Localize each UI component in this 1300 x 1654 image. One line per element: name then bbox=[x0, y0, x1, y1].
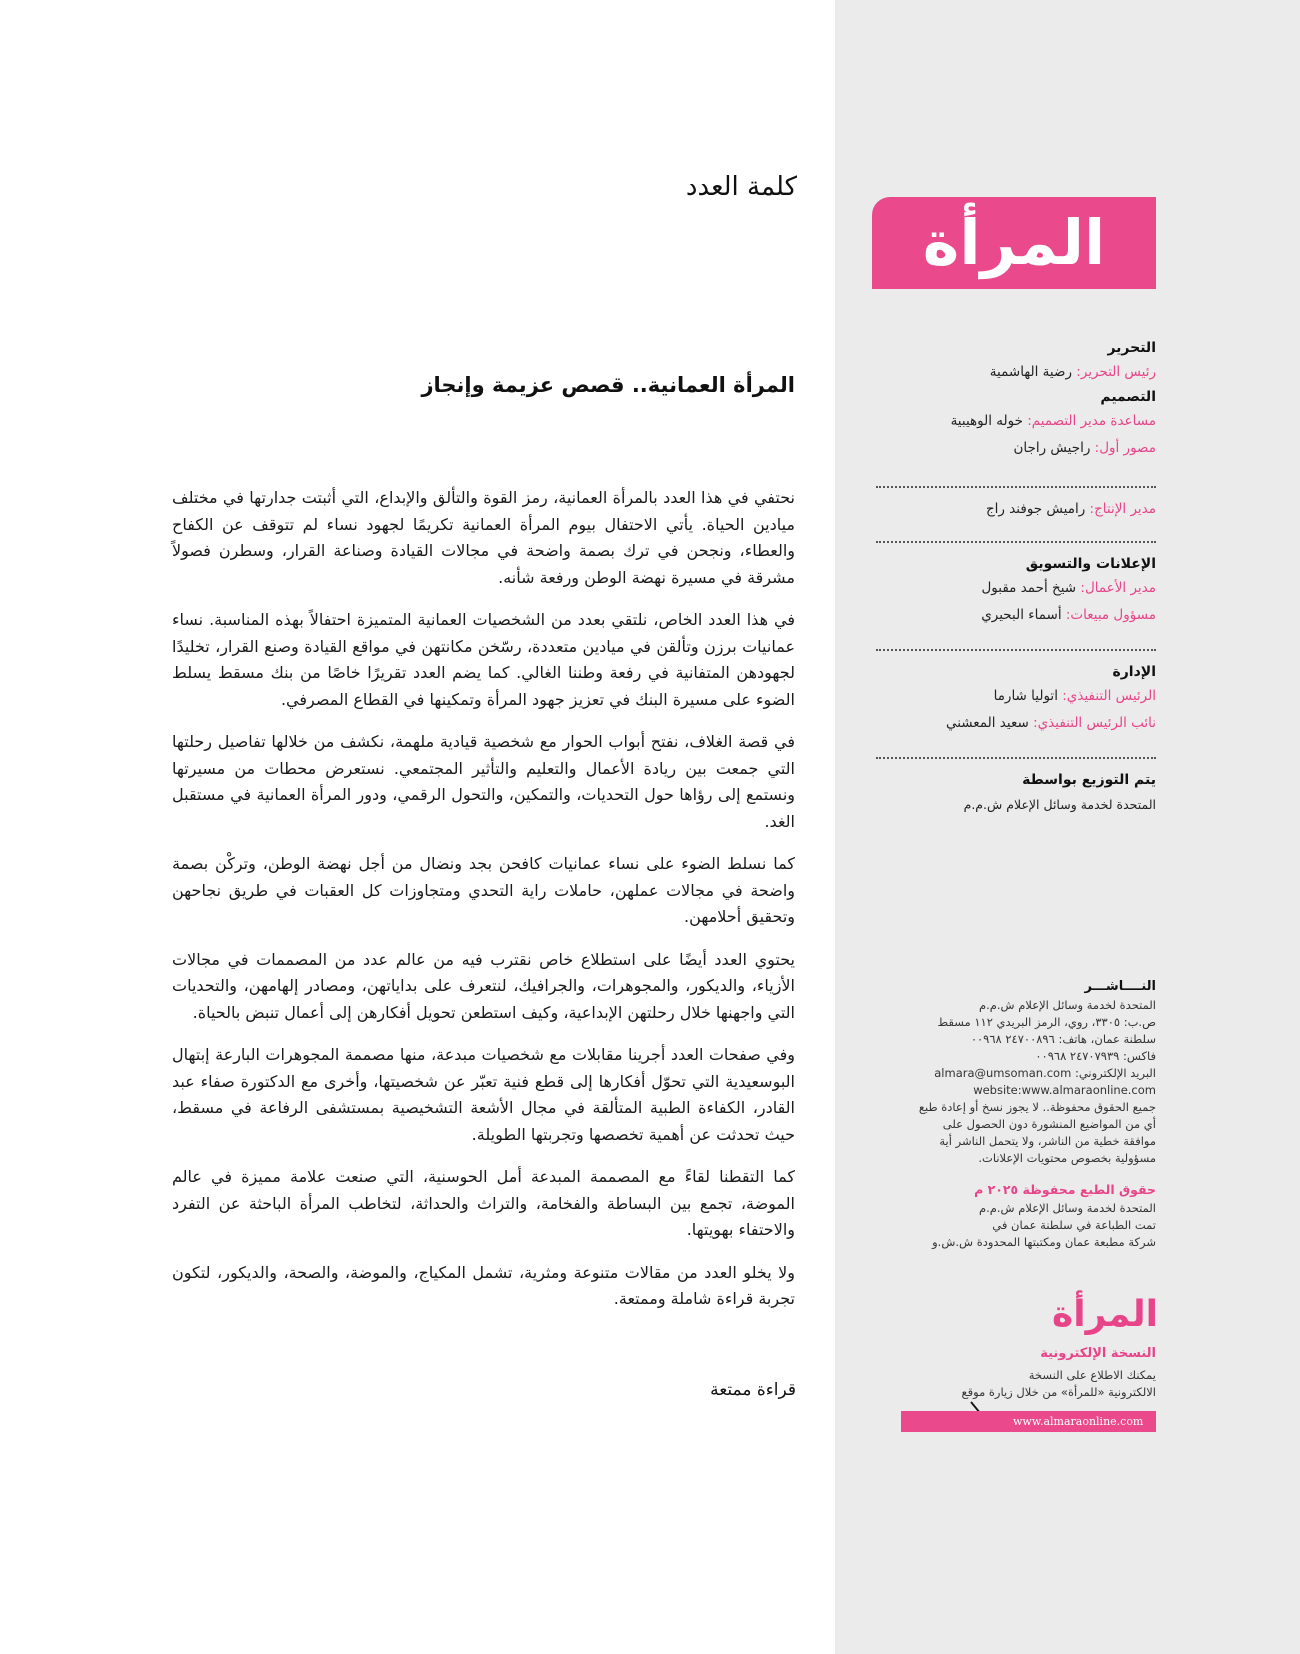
deputy-name: سعيد المعشني bbox=[945, 715, 1034, 731]
copyright-heading: حقوق الطبع محفوظة ٢٠٢٥ م bbox=[974, 1182, 1156, 1197]
business-name: شيخ أحمد مقبول bbox=[981, 580, 1081, 596]
publisher-line: ص.ب: ٣٣٠٥، روي، الرمز البريدي ١١٢ مسقط bbox=[937, 1015, 1156, 1029]
sales-row bbox=[876, 602, 1156, 629]
ceo-name: اتوليا شارما bbox=[993, 688, 1063, 704]
publisher-line: website:www.almaraonline.com bbox=[973, 1083, 1156, 1097]
editor-row bbox=[876, 359, 1156, 386]
publisher-line: البريد الإلكتروني: almara@umsoman.com bbox=[934, 1066, 1156, 1080]
article-body bbox=[172, 485, 795, 1329]
edition-section bbox=[876, 1344, 1156, 1401]
logo-text: المرأة bbox=[922, 206, 1106, 279]
edition-line: الالكترونية «للمرأة» من خلال زيارة موقع bbox=[961, 1385, 1156, 1399]
article-paragraph: كما نسلط الضوء على نساء عمانيات كافحن بجد ونضال من أجل نهضة الوطن، وتركْن بصمة واضحة في مجالات عملهن، حاملات راية التحدي ومتجاوزات كل العقبات في طريق نجاحهن وتحقيق أحلامهن. bbox=[172, 854, 795, 926]
design-heading: التصميم bbox=[1100, 389, 1156, 405]
divider bbox=[876, 486, 1156, 488]
admin-section bbox=[876, 661, 1156, 737]
admin-heading: الإدارة bbox=[1112, 664, 1156, 680]
publisher-line: مسؤولية بخصوص محتويات الإعلانات. bbox=[978, 1151, 1156, 1165]
design-label: مساعدة مدير التصميم: bbox=[1027, 413, 1156, 429]
copyright-section bbox=[876, 1180, 1156, 1251]
article-paragraph: وفي صفحات العدد أجرينا مقابلات مع شخصيات مبدعة، منها مصممة المجوهرات البارعة إبتهال البوسعيدية التي تحوّل أفكارها إلى قطع فنية تعبّر عن شخصيتها، وأخرى مع الدكتورة صفاء عبد القادر، الكفاءة الطبية المتألقة في مجال الأشعة التشخيصية بمستشفى الرفاعة في مسقط، حيث تحدثت عن أهمية تخصصها وتجربتها الطويلة. bbox=[172, 1045, 795, 1144]
edition-line: يمكنك الاطلاع على النسخة bbox=[1028, 1368, 1156, 1382]
publisher-line: موافقة خطية من الناشر، ولا يتحمل الناشر أية bbox=[939, 1134, 1156, 1148]
design-row bbox=[876, 408, 1156, 435]
editor-label: رئيس التحرير: bbox=[1076, 364, 1156, 380]
signoff: قراءة ممتعة bbox=[710, 1380, 796, 1400]
photo-name: راجيش راجان bbox=[1013, 440, 1095, 456]
copyright-line: تمت الطباعة في سلطنة عمان في bbox=[992, 1218, 1156, 1232]
article-paragraph: كما التقطنا لقاءً مع المصممة المبدعة أمل الحوسنية، التي صنعت علامة مميزة في عالم الموضة، تجمع بين البساطة والفخامة، والتراث والحداثة، لتخاطب المرأة الباحثة عن التفرد والاحتفاء بهويتها. bbox=[172, 1167, 795, 1239]
divider bbox=[876, 541, 1156, 543]
masthead-logo bbox=[872, 197, 1156, 289]
publisher-line: سلطنة عمان، هاتف: ٢٤٧٠٠٨٩٦ ٠٠٩٦٨ bbox=[970, 1032, 1156, 1046]
editorial-heading: التحرير bbox=[1107, 340, 1156, 356]
article-paragraph: ولا يخلو العدد من مقالات متنوعة ومثرية، تشمل المكياج، والموضة، والصحة، والديكور، لتكون تجربة قراءة شاملة وممتعة. bbox=[172, 1262, 795, 1308]
photo-row bbox=[876, 435, 1156, 462]
ads-heading: الإعلانات والتسويق bbox=[1025, 556, 1156, 572]
deputy-label: نائب الرئيس التنفيذي: bbox=[1033, 715, 1156, 731]
editor-name: رضية الهاشمية bbox=[989, 364, 1077, 380]
publisher-section bbox=[876, 977, 1156, 1167]
distribution-heading: يتم التوزيع بواسطة bbox=[1022, 772, 1156, 788]
distribution-section bbox=[876, 769, 1156, 818]
production-name: راميش جوفند راج bbox=[985, 501, 1090, 517]
ceo-row bbox=[876, 683, 1156, 710]
page-title: كلمة العدد bbox=[685, 172, 797, 202]
publisher-line: فاكس: ٢٤٧٠٧٩٣٩ ٠٠٩٦٨ bbox=[1035, 1049, 1156, 1063]
article-paragraph: يحتوي العدد أيضًا على استطلاع خاص نقترب فيه من عالم عدد من المصممات في مجالات الأزياء، والديكور، والمجوهرات، والجرافيك، لنتعرف على بداياتهن، ومصادر إلهامهن، والتحديات التي واجهنها خلال رحلتهن الإبداعية، وكيف استطعن تحويل أفكارهن إلى أعمال تنبض بالحياة. bbox=[172, 949, 795, 1022]
publisher-line: أي من المواضيع المنشورة دون الحصول على bbox=[942, 1117, 1156, 1131]
edition-heading: النسخة الإلكترونية bbox=[1040, 1346, 1156, 1361]
article-paragraph: نحتفي في هذا العدد بالمرأة العمانية، رمز القوة والتألق والإبداع، التي أثبتت جدارتها في مختلف ميادين الحياة. يأتي الاحتفال بيوم المرأة العمانية تكريمًا لجهود نساء لم تتوقف عن الكفاح والعطاء، ونجحن في ترك بصمة واضحة في مجالات القيادة وصناعة القرار، وسطرن فصولاً مشرقة في مسيرة نهضة الوطن ورفعة شأنه. bbox=[172, 488, 795, 587]
sales-label: مسؤول مبيعات: bbox=[1065, 607, 1156, 623]
production-label: مدير الإنتاج: bbox=[1089, 501, 1156, 517]
article-paragraph: في هذا العدد الخاص، نلتقي بعدد من الشخصيات العمانية المتميزة احتفالاً بهذه المناسبة. نساء عمانيات برزن وتألقن في ميادين متعددة، رسّخن مكانتهن في مواقع القيادة وصنع القرار، تخليدًا لجهودهن المتفانية في رفعة وطننا الغالي. كما يضم العدد تقريرًا خاصًا من بنك مسقط يسلط الضوء على مسيرة البنك في تعزيز جهود المرأة وتمكينها في القطاع المصرفي. bbox=[172, 610, 795, 709]
deputy-row bbox=[876, 710, 1156, 737]
photo-label: مصور أول: bbox=[1094, 440, 1156, 456]
article-paragraph: في قصة الغلاف، نفتح أبواب الحوار مع شخصية قيادية ملهمة، نكشف من خلالها تفاصيل رحلتها التي جمعت بين ريادة الأعمال والتعليم والتأثير المجتمعي. نستعرض محطات من مسيرتها ونستمع إلى رؤاها حول التحديات، والتمكين، والتحول الرقمي، ودور المرأة العمانية في مستقبل الغد. bbox=[172, 732, 795, 831]
editorial-section bbox=[876, 337, 1156, 462]
divider bbox=[876, 649, 1156, 651]
copyright-line: المتحدة لخدمة وسائل الإعلام ش.م.م bbox=[978, 1201, 1156, 1215]
website-link[interactable]: www.almaraonline.com bbox=[901, 1411, 1156, 1432]
business-label: مدير الأعمال: bbox=[1080, 580, 1156, 596]
design-name: خوله الوهيبية bbox=[950, 413, 1028, 429]
distribution-company: المتحدة لخدمة وسائل الإعلام ش.م.م bbox=[963, 797, 1156, 812]
divider bbox=[876, 757, 1156, 759]
production-section bbox=[876, 496, 1156, 523]
ceo-label: الرئيس التنفيذي: bbox=[1062, 688, 1156, 704]
ads-section bbox=[876, 553, 1156, 629]
sales-name: أسماء البحيري bbox=[981, 607, 1066, 623]
publisher-line: جميع الحقوق محفوظة.. لا يجوز نسخ أو إعادة طبع bbox=[918, 1100, 1156, 1114]
publisher-line: المتحدة لخدمة وسائل الإعلام ش.م.م bbox=[978, 998, 1156, 1012]
edition-logo: المرأة bbox=[1052, 1294, 1158, 1335]
article-subtitle: المرأة العمانية.. قصص عزيمة وإنجاز bbox=[421, 373, 795, 397]
business-row bbox=[876, 575, 1156, 602]
publisher-heading: النــــاشـــر bbox=[1084, 979, 1156, 994]
production-row bbox=[876, 496, 1156, 523]
copyright-line: شركة مطبعة عمان ومكتبتها المحدودة ش.ش.و bbox=[932, 1235, 1156, 1249]
